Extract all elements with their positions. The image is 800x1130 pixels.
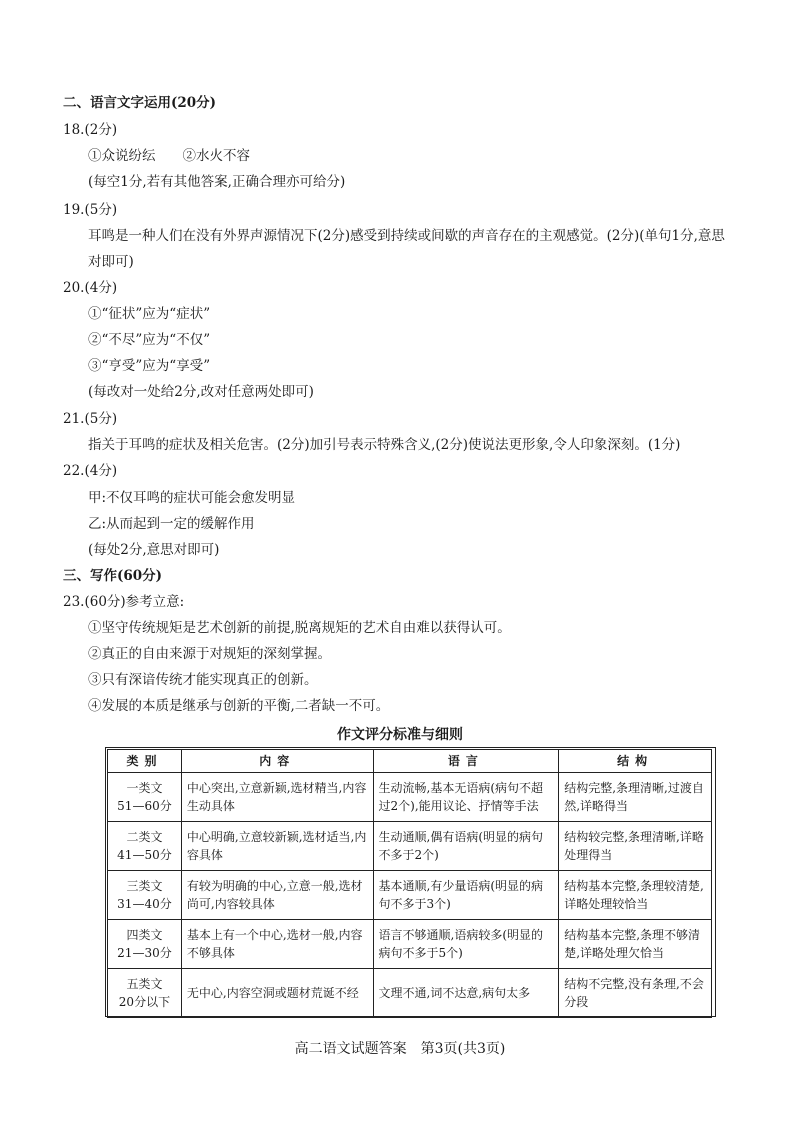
structure-cell: 结构不完整,没有条理,不会分段: [559, 969, 712, 1018]
structure-cell: 结构基本完整,条理不够清楚,详略处理欠恰当: [559, 920, 712, 969]
language-cell: 语言不够通顺,语病较多(明显的病句不多于5个): [373, 920, 559, 969]
category-cell: [108, 822, 182, 871]
q20-item: ②“不尽”应为“不仅”: [88, 332, 211, 348]
q23-label: 23.(60分)参考立意:: [63, 594, 185, 610]
category-name: 二类文: [126, 830, 163, 844]
category-name: 一类文: [126, 781, 163, 795]
q23-point: ①坚守传统规矩是艺术创新的前提,脱离规矩的艺术自由难以获得认可。: [88, 620, 511, 636]
category-name: 三类文: [126, 879, 163, 893]
category-score-range: 20分以下: [118, 995, 171, 1009]
structure-cell: 结构较完整,条理清晰,详略处理得当: [559, 822, 712, 871]
q19-label: 19.(5分): [63, 202, 118, 218]
table-row: [108, 871, 712, 920]
language-cell: 基本通顺,有少量语病(明显的病句不多于3个): [373, 871, 559, 920]
q19-answer: 耳鸣是一种人们在没有外界声源情况下(2分)感受到持续或间歇的声音存在的主观感觉。(2分)(单句1分,意思对即可): [88, 228, 725, 270]
q20-label: 20.(4分): [63, 280, 118, 296]
rubric-title: 作文评分标准与细则: [337, 727, 463, 743]
section-header-language: 二、语言文字运用(20分): [63, 95, 217, 111]
q20-item: ①“征状”应为“症状”: [88, 306, 211, 322]
language-cell: 生动通顺,偶有语病(明显的病句不多于2个): [373, 822, 559, 871]
q23-point: ③只有深谙传统才能实现真正的创新。: [88, 672, 318, 688]
category-score-range: 31—40分: [117, 897, 172, 911]
page-footer: 高二语文试题答案 第3页(共3页): [294, 1041, 506, 1057]
category-score-range: 41—50分: [117, 848, 172, 862]
content-cell: 有较为明确的中心,立意一般,选材尚可,内容较具体: [181, 871, 373, 920]
category-cell: [108, 871, 182, 920]
q21-label: 21.(5分): [63, 411, 118, 427]
column-header-language: 语言: [373, 750, 559, 773]
content-cell: 中心突出,立意新颖,选材精当,内容生动具体: [181, 773, 373, 822]
language-cell: 生动流畅,基本无语病(病句不超过2个),能用议论、抒情等手法: [373, 773, 559, 822]
column-header-category: 类别: [108, 750, 182, 773]
table-row: [108, 920, 712, 969]
q18-note: (每空1分,若有其他答案,正确合理亦可给分): [88, 174, 346, 190]
category-name: 五类文: [126, 977, 163, 991]
category-cell: [108, 773, 182, 822]
category-score-range: 21—30分: [117, 946, 172, 960]
q23-point: ②真正的自由来源于对规矩的深刻掌握。: [88, 646, 331, 662]
language-cell: 文理不通,词不达意,病句太多: [373, 969, 559, 1018]
q18-answer: ①众说纷纭 ②水火不容: [88, 148, 250, 164]
column-header-structure: 结构: [559, 750, 712, 773]
q20-note: (每改对一处给2分,改对任意两处即可): [88, 384, 314, 400]
q18-label: 18.(2分): [63, 122, 118, 138]
content-cell: 中心明确,立意较新颖,选材适当,内容具体: [181, 822, 373, 871]
q22-label: 22.(4分): [63, 463, 118, 479]
q22-note: (每处2分,意思对即可): [88, 542, 220, 558]
category-name: 四类文: [126, 928, 163, 942]
table-row: [108, 822, 712, 871]
structure-cell: 结构完整,条理清晰,过渡自然,详略得当: [559, 773, 712, 822]
table-row: [108, 773, 712, 822]
table-header-row: [108, 750, 712, 773]
table-row: [108, 969, 712, 1018]
column-header-content: 内容: [181, 750, 373, 773]
q22-answer-b: 乙:从而起到一定的缓解作用: [88, 516, 255, 532]
section-header-writing: 三、写作(60分): [63, 568, 163, 584]
category-cell: [108, 969, 182, 1018]
q20-item: ③“亨受”应为“享受”: [88, 358, 211, 374]
content-cell: 基本上有一个中心,选材一般,内容不够具体: [181, 920, 373, 969]
content-cell: 无中心,内容空洞或题材荒诞不经: [181, 969, 373, 1018]
category-score-range: 51—60分: [117, 799, 172, 813]
structure-cell: 结构基本完整,条理较清楚,详略处理较恰当: [559, 871, 712, 920]
q23-point: ④发展的本质是继承与创新的平衡,二者缺一不可。: [88, 698, 390, 714]
q21-answer: 指关于耳鸣的症状及相关危害。(2分)加引号表示特殊含义,(2分)使说法更形象,令人印象深刻。(1分): [88, 437, 681, 453]
q22-answer-a: 甲:不仅耳鸣的症状可能会愈发明显: [88, 490, 296, 506]
rubric-table: [107, 749, 712, 1018]
category-cell: [108, 920, 182, 969]
